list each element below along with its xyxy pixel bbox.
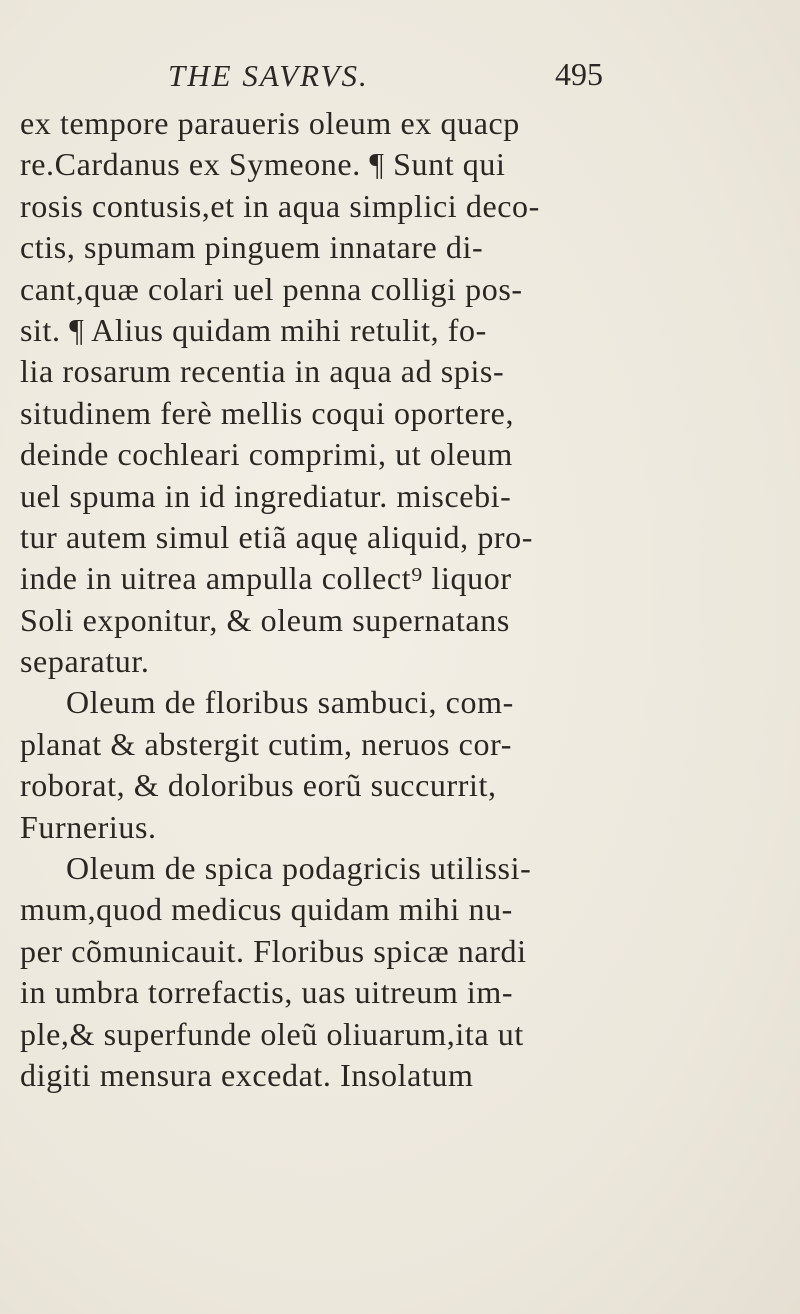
text-line: digiti mensura excedat. Insolatum [20, 1056, 474, 1093]
text-line: per cõmunicauit. Floribus spicæ nardi [20, 932, 527, 969]
text-line: re.Cardanus ex Symeone. ¶ Sunt qui [20, 146, 506, 183]
text-line: lia rosarum recentia in aqua ad spis- [20, 353, 505, 390]
text-line: cant,quæ colari uel penna colligi pos- [20, 270, 523, 307]
text-line: sit. ¶ Alius quidam mihi retulit, fo- [20, 311, 487, 348]
text-line: ctis, spumam pinguem innatare di- [20, 229, 484, 266]
text-line: Furnerius. [20, 808, 157, 845]
text-line: roborat, & doloribus eorũ succurrit, [20, 767, 497, 804]
text-line: in umbra torrefactis, uas uitreum im- [20, 974, 514, 1011]
text-line: separatur. [20, 643, 150, 680]
body-text [20, 103, 638, 1096]
text-line: tur autem simul etiã aquę aliquid, pro- [20, 518, 534, 555]
running-head [0, 52, 800, 100]
paragraph-start-line: Oleum de spica podagricis utilissi- [66, 850, 532, 887]
text-line: ple,& superfunde oleũ oliuarum,ita ut [20, 1015, 524, 1052]
running-head-title: THE SAVRVS. [168, 58, 369, 93]
text-line: mum,quod medicus quidam mihi nu- [20, 891, 513, 928]
paragraph-start-line: Oleum de floribus sambuci, com- [66, 684, 514, 721]
text-line: rosis contusis,et in aqua simplici deco- [20, 187, 540, 224]
text-line: Soli exponitur, & oleum supernatans [20, 601, 510, 638]
text-line: uel spuma in id ingrediatur. miscebi- [20, 477, 512, 514]
text-line: deinde cochleari comprimi, ut oleum [20, 436, 513, 473]
text-line: ex tempore paraueris oleum ex quacp [20, 105, 520, 141]
text-line: planat & abstergit cutim, neruos cor- [20, 725, 512, 762]
page-number: 495 [555, 56, 603, 92]
text-line: inde in uitrea ampulla collect⁹ liquor [20, 560, 512, 597]
text-line: situdinem ferè mellis coqui oportere, [20, 394, 515, 431]
